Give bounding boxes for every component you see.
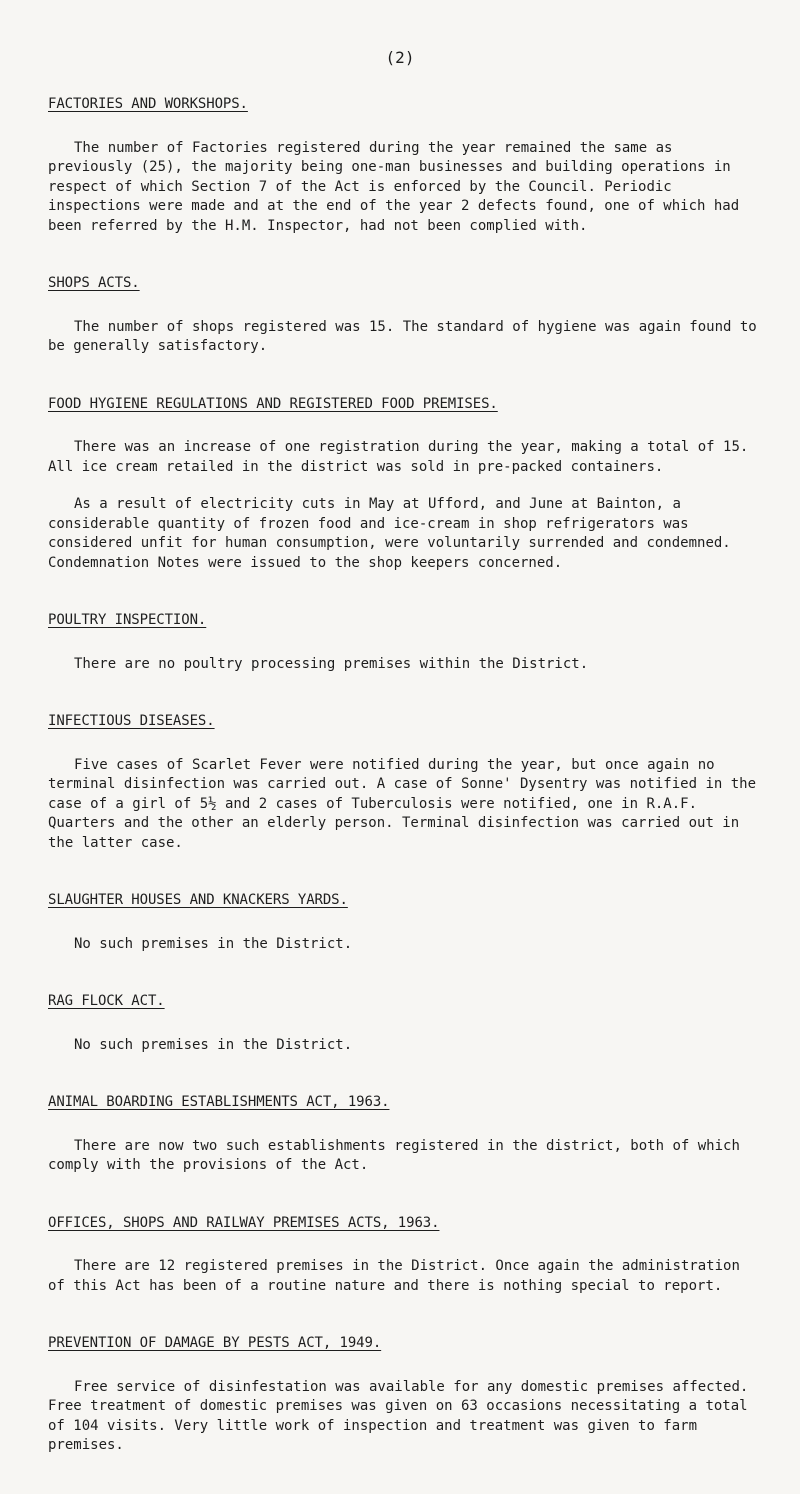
paragraph: There are now two such establishments registered in the district, both of which comply with the provisions of the Act. bbox=[48, 1137, 740, 1173]
section-infectious-diseases bbox=[48, 712, 764, 853]
section-food-hygiene bbox=[48, 395, 764, 574]
paragraph: There are no poultry processing premises within the District. bbox=[74, 655, 589, 672]
section-heading: POULTRY INSPECTION. bbox=[48, 612, 207, 628]
section-rag-flock-act bbox=[48, 992, 764, 1055]
paragraph: The number of Factories registered during the year remained the same as previously (25), the majority being one-man businesses and building operations in respect of which Section 7 of the Act is enforced by the Council. Periodic inspections were made and at the end of the year 2 defects found, one of which had been referred by the H.M. Inspector, had not been complied with. bbox=[48, 139, 740, 234]
paragraph: As a result of electricity cuts in May at Ufford, and June at Bainton, a considerable quantity of frozen food and ice-cream in shop refrigerators was considered unfit for human consumption, were voluntarily surrended and condemned. Condemnation Notes were issued to the shop keepers concerned. bbox=[48, 496, 731, 571]
paragraph: Five cases of Scarlet Fever were notified during the year, but once again no terminal disinfection was carried out. A case of Sonne' Dysentry was notified in the case of a girl of 5½ and 2 cases of Tuberculosis were notified, one in R.A.F. Quarters and the other an elderly person. Terminal disinfection was carried out in the latter case. bbox=[48, 756, 757, 851]
paragraph: No such premises in the District. bbox=[74, 935, 353, 952]
section-poultry-inspection bbox=[48, 611, 764, 674]
paragraph: No such premises in the District. bbox=[74, 1036, 353, 1053]
section-heading: INFECTIOUS DISEASES. bbox=[48, 713, 215, 729]
section-heading: SLAUGHTER HOUSES AND KNACKERS YARDS. bbox=[48, 892, 348, 908]
paragraph: There are 12 registered premises in the District. Once again the administration of this Act has been of a routine nature and there is nothing special to report. bbox=[48, 1258, 740, 1294]
paragraph: The number of shops registered was 15. The standard of hygiene was again found to be generally satisfactory. bbox=[48, 318, 757, 354]
document-body bbox=[48, 95, 764, 1494]
section-offices-shops-railway bbox=[48, 1214, 764, 1297]
section-shops-acts bbox=[48, 274, 764, 357]
section-heading: OFFICES, SHOPS AND RAILWAY PREMISES ACTS, 1963. bbox=[48, 1214, 440, 1231]
section-heading: ANIMAL BOARDING ESTABLISHMENTS ACT, 1963. bbox=[48, 1094, 390, 1110]
section-heading: FOOD HYGIENE REGULATIONS AND REGISTERED FOOD PREMISES. bbox=[48, 395, 498, 412]
section-heading: SHOPS ACTS. bbox=[48, 275, 140, 291]
paragraph: Free service of disinfestation was available for any domestic premises affected. Free treatment of domestic premises was given on 63 occasions necessitating a total of 104 visits. Very little work of inspection and treatment was given to farm premises. bbox=[48, 1378, 749, 1453]
section-factories bbox=[48, 95, 764, 236]
section-animal-boarding bbox=[48, 1093, 764, 1176]
page-number: (2) bbox=[385, 48, 415, 67]
paragraph: There was an increase of one registration during the year, making a total of 15. All ice cream retailed in the district was sold in pre-packed containers. bbox=[48, 439, 749, 475]
section-heading: FACTORIES AND WORKSHOPS. bbox=[48, 96, 248, 112]
section-prevention-of-damage bbox=[48, 1334, 764, 1456]
section-heading: PREVENTION OF DAMAGE BY PESTS ACT, 1949. bbox=[48, 1335, 382, 1351]
section-heading: RAG FLOCK ACT. bbox=[48, 993, 165, 1009]
section-slaughter-houses bbox=[48, 891, 764, 954]
